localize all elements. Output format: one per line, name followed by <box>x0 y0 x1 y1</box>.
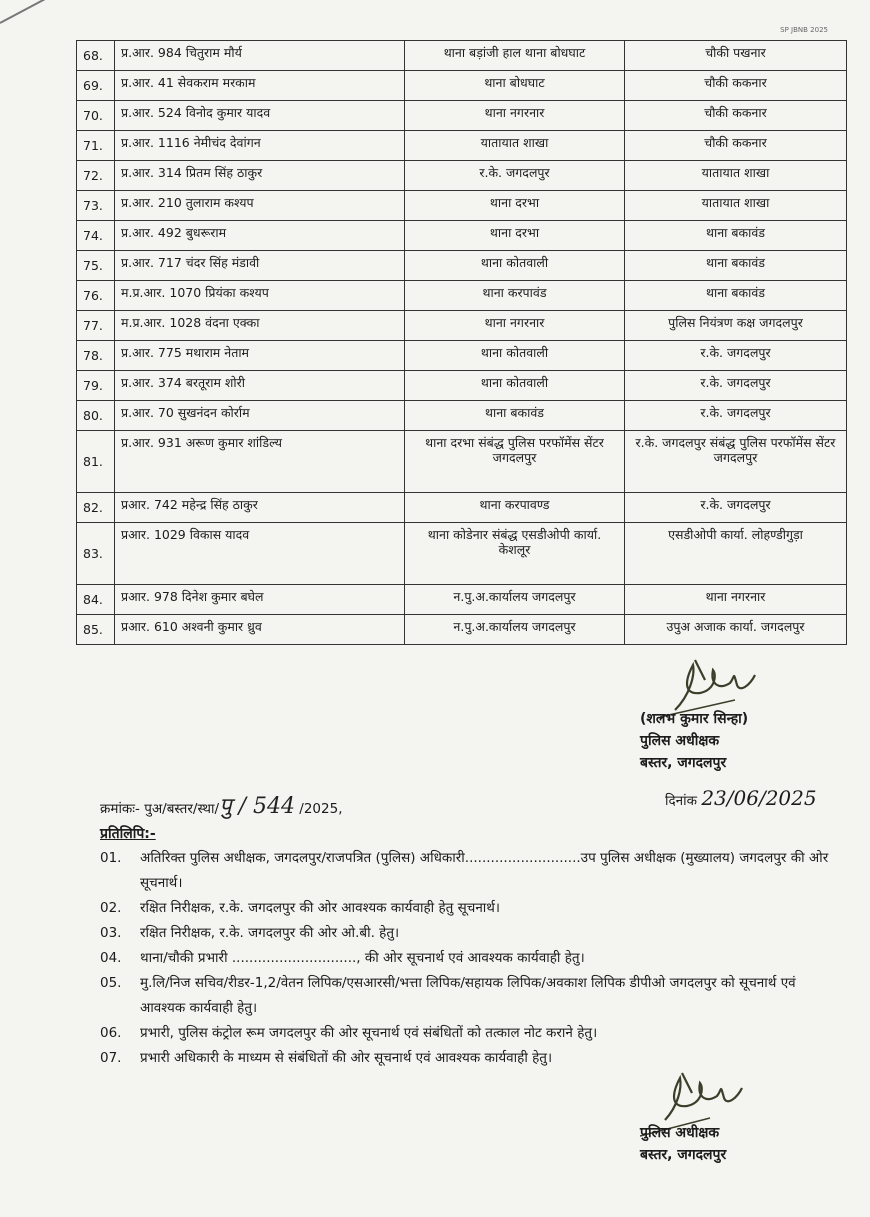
row-from: थाना बकावंड <box>405 401 625 431</box>
copy-heading: प्रतिलिपि:- <box>100 826 156 842</box>
row-from: थाना दरभा <box>405 221 625 251</box>
signatory-block <box>640 708 748 774</box>
copy-item <box>100 846 840 896</box>
copy-number: 06. <box>100 1025 122 1041</box>
row-to: यातायात शाखा <box>625 161 847 191</box>
row-serial: 73. <box>77 191 115 221</box>
row-from: थाना बोधघाट <box>405 71 625 101</box>
signatory-designation: पुलिस अधीक्षक <box>640 733 720 749</box>
order-suffix: /2025, <box>299 801 343 817</box>
row-name: प्र.आर. 984 चितुराम मौर्य <box>115 41 405 71</box>
copy-item <box>100 1021 840 1046</box>
footer-designation: पुलिस अधीक्षक <box>640 1125 720 1141</box>
row-serial: 75. <box>77 251 115 281</box>
copy-number: 02. <box>100 900 122 916</box>
row-name: प्र.आर. 717 चंदर सिंह मंडावी <box>115 251 405 281</box>
row-from: न.पु.अ.कार्यालय जगदलपुर <box>405 585 625 615</box>
row-to: र.के. जगदलपुर <box>625 371 847 401</box>
row-from: थाना दरभा संबंद्ध पुलिस परफॉमेंस सेंटर जगदलपुर <box>405 431 625 493</box>
row-name: प्र.आर. 775 मथाराम नेताम <box>115 341 405 371</box>
table-row <box>77 341 847 371</box>
table-row <box>77 585 847 615</box>
row-serial: 84. <box>77 585 115 615</box>
row-name: प्र.आर. 374 बरतूराम शोरी <box>115 371 405 401</box>
row-to: र.के. जगदलपुर संबंद्ध पुलिस परफॉमेंस सेंटर जगदलपुर <box>625 431 847 493</box>
copy-text: प्रभारी, पुलिस कंट्रोल रूम जगदलपुर की ओर सूचनार्थ एवं संबंधितों को तत्काल नोट कराने हेतु। <box>140 1025 598 1041</box>
copy-item <box>100 896 840 921</box>
row-to: चौकी ककनार <box>625 101 847 131</box>
footer-place: बस्तर, जगदलपुर <box>640 1147 727 1163</box>
copy-text: मु.लि/निज सचिव/रीडर-1,2/वेतन लिपिक/एसआरसी/भत्ता लिपिक/सहायक लिपिक/अवकाश लिपिक डीपीओ जगदलपुर को सूचनार्थ एवं आवश्यक कार्यवाही हेतु। <box>140 975 796 1016</box>
row-serial: 71. <box>77 131 115 161</box>
copy-number: 03. <box>100 925 122 941</box>
row-serial: 70. <box>77 101 115 131</box>
row-serial: 79. <box>77 371 115 401</box>
copy-text: थाना/चौकी प्रभारी ............................., की ओर सूचनार्थ एवं आवश्यक कार्यवाही हेतु। <box>140 950 585 966</box>
row-name: प्र.आर. 70 सुखनंदन कोर्राम <box>115 401 405 431</box>
row-serial: 78. <box>77 341 115 371</box>
copy-text: रक्षित निरीक्षक, र.के. जगदलपुर की ओर आवश्यक कार्यवाही हेतु सूचनार्थ। <box>140 900 501 916</box>
row-name: प्र.आर. 314 प्रितम सिंह ठाकुर <box>115 161 405 191</box>
footer-signatory-block <box>640 1122 726 1166</box>
date-label: दिनांक <box>665 793 698 809</box>
row-to: थाना बकावंड <box>625 281 847 311</box>
order-prefix: क्रमांकः- पुअ/बस्तर/स्था/ <box>100 801 220 817</box>
row-from: र.के. जगदलपुर <box>405 161 625 191</box>
copy-item <box>100 946 840 971</box>
row-name: प्र.आर. 492 बुधरूराम <box>115 221 405 251</box>
row-to: थाना बकावंड <box>625 221 847 251</box>
row-name: प्र.आर. 1116 नेमीचंद देवांगन <box>115 131 405 161</box>
row-name: प्रआर. 978 दिनेश कुमार बघेल <box>115 585 405 615</box>
copy-list <box>100 846 840 1071</box>
order-number <box>100 790 343 820</box>
row-name: म.प्र.आर. 1028 वंदना एक्का <box>115 311 405 341</box>
row-from: थाना कोतवाली <box>405 251 625 281</box>
table-row <box>77 161 847 191</box>
row-name: प्र.आर. 210 तुलाराम कश्यप <box>115 191 405 221</box>
copy-number: 04. <box>100 950 122 966</box>
row-serial: 81. <box>77 431 115 493</box>
row-serial: 72. <box>77 161 115 191</box>
table-row <box>77 431 847 493</box>
row-name: प्रआर. 1029 विकास यादव <box>115 523 405 585</box>
row-serial: 82. <box>77 493 115 523</box>
row-serial: 76. <box>77 281 115 311</box>
row-from: थाना नगरनार <box>405 101 625 131</box>
row-from: थाना कोडेनार संबंद्ध एसडीओपी कार्या. केशलूर <box>405 523 625 585</box>
table-row <box>77 615 847 645</box>
row-name: म.प्र.आर. 1070 प्रियंका कश्यप <box>115 281 405 311</box>
row-name: प्रआर. 742 महेन्द्र सिंह ठाकुर <box>115 493 405 523</box>
row-to: र.के. जगदलपुर <box>625 341 847 371</box>
row-to: यातायात शाखा <box>625 191 847 221</box>
table-row <box>77 71 847 101</box>
copy-number: 05. <box>100 975 122 991</box>
row-from: थाना करपावंड <box>405 281 625 311</box>
row-to: चौकी पखनार <box>625 41 847 71</box>
table-row <box>77 101 847 131</box>
row-serial: 83. <box>77 523 115 585</box>
signatory-place: बस्तर, जगदलपुर <box>640 755 727 771</box>
table-row <box>77 311 847 341</box>
copy-text: रक्षित निरीक्षक, र.के. जगदलपुर की ओर ओ.बी. हेतु। <box>140 925 400 941</box>
row-to: थाना नगरनार <box>625 585 847 615</box>
table-row <box>77 401 847 431</box>
row-from: थाना बड़ांजी हाल थाना बोधघाट <box>405 41 625 71</box>
row-serial: 74. <box>77 221 115 251</box>
table-row <box>77 41 847 71</box>
signatory-name: (शलभ कुमार सिन्हा) <box>640 711 749 727</box>
table-row <box>77 281 847 311</box>
copy-item <box>100 971 840 1021</box>
copy-number: 07. <box>100 1050 122 1066</box>
row-from: थाना कोतवाली <box>405 341 625 371</box>
table-row <box>77 251 847 281</box>
copy-text: प्रभारी अधिकारी के माध्यम से संबंधितों की ओर सूचनार्थ एवं आवश्यक कार्यवाही हेतु। <box>140 1050 553 1066</box>
row-to: एसडीओपी कार्या. लोहण्डीगुड़ा <box>625 523 847 585</box>
row-from: थाना कोतवाली <box>405 371 625 401</box>
copy-item <box>100 921 840 946</box>
row-from: थाना दरभा <box>405 191 625 221</box>
row-to: चौकी ककनार <box>625 131 847 161</box>
table-row <box>77 131 847 161</box>
row-from: यातायात शाखा <box>405 131 625 161</box>
row-serial: 68. <box>77 41 115 71</box>
table-row <box>77 493 847 523</box>
order-date <box>665 786 817 810</box>
row-from: न.पु.अ.कार्यालय जगदलपुर <box>405 615 625 645</box>
row-to: पुलिस नियंत्रण कक्ष जगदलपुर <box>625 311 847 341</box>
transfer-table <box>76 40 847 645</box>
row-serial: 77. <box>77 311 115 341</box>
row-to: थाना बकावंड <box>625 251 847 281</box>
row-to: र.के. जगदलपुर <box>625 493 847 523</box>
copy-number: 01. <box>100 850 122 866</box>
page-corner-mark <box>0 0 55 24</box>
table-row <box>77 221 847 251</box>
row-from: थाना नगरनार <box>405 311 625 341</box>
copy-text: अतिरिक्त पुलिस अधीक्षक, जगदलपुर/राजपत्रित (पुलिस) अधिकारी...........................उप पुलिस अधीक्षक (मुख्यालय) जगदलपुर की ओर सूचनार्थ। <box>140 850 829 891</box>
header-note: SP JBNB 2025 <box>780 26 828 34</box>
row-from: थाना करपावण्ड <box>405 493 625 523</box>
row-name: प्र.आर. 524 विनोद कुमार यादव <box>115 101 405 131</box>
row-to: र.के. जगदलपुर <box>625 401 847 431</box>
table-row <box>77 371 847 401</box>
row-name: प्र.आर. 41 सेवकराम मरकाम <box>115 71 405 101</box>
row-serial: 80. <box>77 401 115 431</box>
row-serial: 69. <box>77 71 115 101</box>
row-to: उपुअ अजाक कार्या. जगदलपुर <box>625 615 847 645</box>
row-serial: 85. <box>77 615 115 645</box>
table-row <box>77 523 847 585</box>
table-row <box>77 191 847 221</box>
order-handwritten-number: पु / 544 <box>219 794 295 819</box>
row-to: चौकी ककनार <box>625 71 847 101</box>
row-name: प्र.आर. 931 अरूण कुमार शांडिल्य <box>115 431 405 493</box>
date-value: 23/06/2025 <box>701 786 817 810</box>
row-name: प्रआर. 610 अश्वनी कुमार ध्रुव <box>115 615 405 645</box>
